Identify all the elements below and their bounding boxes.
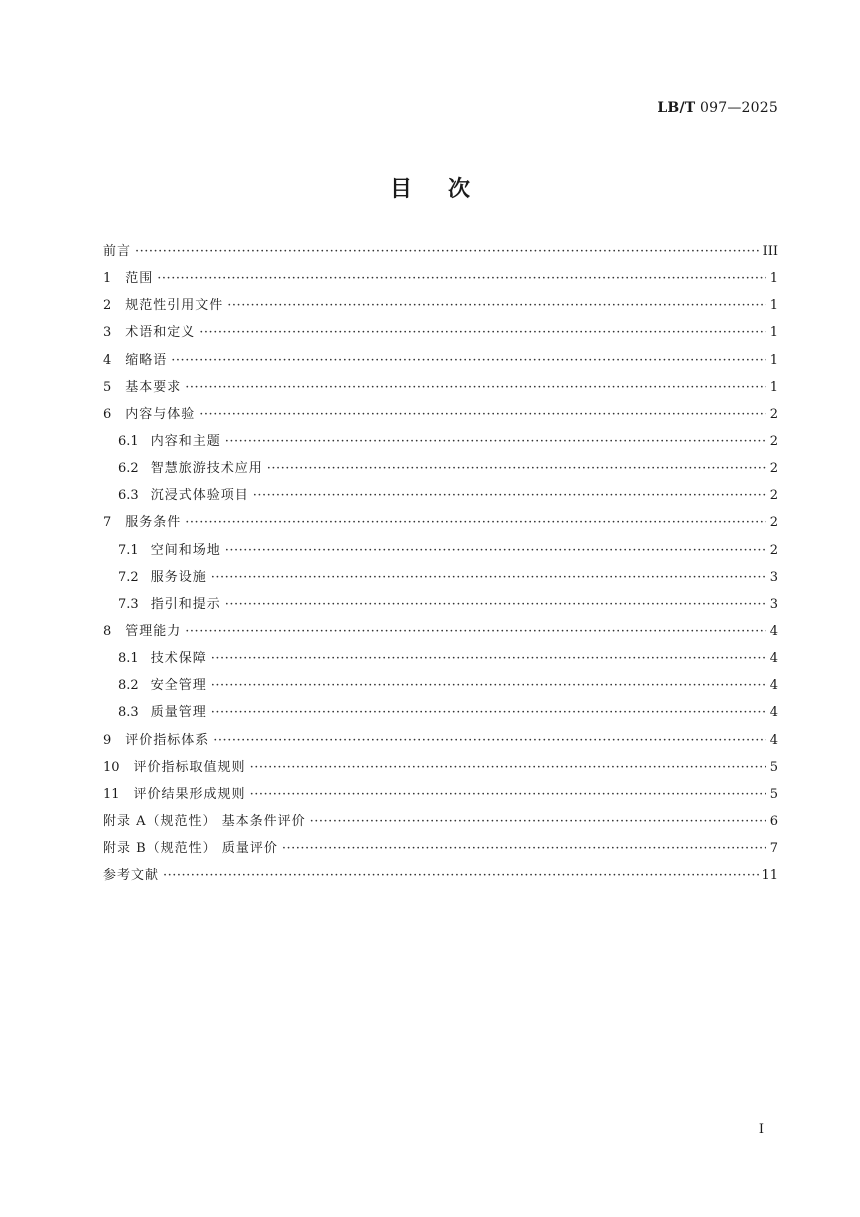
toc-dot-leader [157, 265, 766, 292]
toc-dot-leader [250, 781, 766, 808]
toc-entry[interactable] [103, 835, 778, 862]
toc-entry[interactable] [103, 509, 778, 536]
toc-entry[interactable] [103, 808, 778, 835]
toc-dot-leader [211, 699, 766, 726]
toc-dot-leader [185, 509, 766, 536]
toc-entry-page: 11 [761, 868, 778, 884]
toc-entry[interactable] [103, 319, 778, 346]
toc-entry-page: 4 [769, 705, 778, 721]
toc-entry-number: 6 [103, 406, 112, 422]
toc-entry-label: 缩略语 [125, 352, 168, 368]
document-code-number: 097—2025 [695, 100, 778, 116]
toc-entry-number: 1 [103, 271, 112, 287]
toc-entry-label: 术语和定义 [125, 325, 196, 341]
toc-entry-page: 4 [769, 678, 778, 694]
toc-entry-number: 8.2 [118, 678, 139, 694]
toc-dot-leader [211, 564, 766, 591]
toc-entry-label: 范围 [125, 271, 154, 287]
toc-entry-page: 1 [769, 298, 778, 314]
toc-entry-page: 2 [769, 488, 778, 504]
toc-entry-label: 评价指标体系 [125, 732, 210, 748]
toc-entry-page: 4 [769, 651, 778, 667]
toc-entry-page: 4 [769, 732, 778, 748]
toc-entry-page: 1 [769, 352, 778, 368]
toc-dot-leader [213, 727, 766, 754]
toc-entry[interactable] [103, 591, 778, 618]
toc-entry-label: 评价结果形成规则 [133, 786, 246, 802]
toc-entry[interactable] [103, 265, 778, 292]
toc-entry-page: 2 [769, 542, 778, 558]
toc-entry-number: 7.2 [118, 569, 139, 585]
toc-entry[interactable] [103, 672, 778, 699]
toc-entry-page: 2 [769, 461, 778, 477]
toc-entry[interactable] [103, 455, 778, 482]
toc-entry-page: 3 [769, 596, 778, 612]
toc-entry-page: 6 [769, 813, 778, 829]
table-of-contents [103, 238, 778, 889]
toc-entry-number: 6.2 [118, 461, 139, 477]
toc-entry-number: 9 [103, 732, 112, 748]
toc-entry-label: 指引和提示 [150, 596, 221, 612]
toc-entry-label: 服务条件 [125, 515, 182, 531]
toc-entry-label: 沉浸式体验项目 [150, 488, 249, 504]
toc-entry-label: 评价指标取值规则 [133, 759, 246, 775]
toc-dot-leader [199, 401, 766, 428]
toc-entry[interactable] [103, 699, 778, 726]
toc-entry-label: 智慧旅游技术应用 [150, 461, 263, 477]
toc-entry[interactable] [103, 401, 778, 428]
toc-entry-number: 11 [103, 786, 120, 802]
toc-dot-leader [250, 754, 766, 781]
toc-entry-page: 3 [769, 569, 778, 585]
toc-entry-number: 5 [103, 379, 112, 395]
toc-entry-label: 空间和场地 [150, 542, 221, 558]
toc-entry-number: 8.3 [118, 705, 139, 721]
toc-dot-leader [225, 537, 766, 564]
toc-entry-number: 7 [103, 515, 112, 531]
toc-dot-leader [267, 455, 766, 482]
document-code [657, 100, 778, 116]
toc-dot-leader [282, 835, 766, 862]
toc-entry-page: 1 [769, 271, 778, 287]
page-number: I [758, 1122, 764, 1137]
toc-entry[interactable] [103, 238, 778, 265]
toc-entry-page: 7 [769, 841, 778, 857]
toc-entry[interactable] [103, 428, 778, 455]
toc-dot-leader [163, 862, 759, 889]
toc-entry-label: 规范性引用文件 [125, 298, 224, 314]
toc-entry-page: 5 [769, 759, 778, 775]
toc-entry-label: 管理能力 [125, 623, 182, 639]
toc-dot-leader [225, 591, 766, 618]
toc-entry-number: 3 [103, 325, 112, 341]
toc-entry-label: 服务设施 [150, 569, 207, 585]
toc-dot-leader [171, 347, 766, 374]
toc-entry[interactable] [103, 754, 778, 781]
toc-entry-label: 内容和主题 [150, 433, 221, 449]
toc-dot-leader [211, 645, 766, 672]
toc-entry-label: 前言 [103, 243, 132, 259]
toc-entry-page: 1 [769, 325, 778, 341]
toc-entry-label: 基本要求 [125, 379, 182, 395]
document-code-prefix: LB/T [657, 100, 696, 116]
toc-entry[interactable] [103, 781, 778, 808]
toc-dot-leader [185, 618, 766, 645]
toc-entry[interactable] [103, 564, 778, 591]
toc-entry[interactable] [103, 347, 778, 374]
toc-dot-leader [253, 482, 766, 509]
toc-entry-page: 5 [769, 786, 778, 802]
toc-entry-number: 10 [103, 759, 120, 775]
toc-entry[interactable] [103, 292, 778, 319]
toc-dot-leader [199, 319, 766, 346]
toc-entry-label: 附录 A（规范性） 基本条件评价 [103, 813, 306, 829]
toc-dot-leader [310, 808, 766, 835]
toc-entry-number: 4 [103, 352, 112, 368]
toc-entry-label: 内容与体验 [125, 406, 196, 422]
toc-entry-number: 8 [103, 623, 112, 639]
toc-entry-number: 7.1 [118, 542, 139, 558]
toc-dot-leader [211, 672, 766, 699]
toc-entry-number: 2 [103, 298, 112, 314]
toc-entry-page: 2 [769, 515, 778, 531]
toc-entry-label: 参考文献 [103, 868, 160, 884]
toc-entry[interactable] [103, 645, 778, 672]
toc-entry[interactable] [103, 862, 778, 889]
toc-entry-label: 技术保障 [150, 651, 207, 667]
toc-entry-number: 6.3 [118, 488, 139, 504]
toc-entry-label: 质量管理 [150, 705, 207, 721]
toc-entry-label: 安全管理 [150, 678, 207, 694]
toc-entry-label: 附录 B（规范性） 质量评价 [103, 841, 278, 857]
toc-entry[interactable] [103, 482, 778, 509]
toc-entry-page: 4 [769, 623, 778, 639]
toc-dot-leader [135, 238, 761, 265]
toc-dot-leader [185, 374, 766, 401]
toc-entry-number: 7.3 [118, 596, 139, 612]
toc-entry-page: 2 [769, 406, 778, 422]
toc-entry[interactable] [103, 537, 778, 564]
toc-dot-leader [225, 428, 766, 455]
toc-entry-number: 8.1 [118, 651, 139, 667]
toc-entry[interactable] [103, 727, 778, 754]
toc-dot-leader [227, 292, 766, 319]
toc-entry-page: III [762, 243, 778, 259]
toc-entry-number: 6.1 [118, 433, 139, 449]
page-title: 目次 [389, 177, 506, 202]
toc-entry-page: 1 [769, 379, 778, 395]
toc-entry[interactable] [103, 618, 778, 645]
toc-entry-page: 2 [769, 433, 778, 449]
toc-entry[interactable] [103, 374, 778, 401]
